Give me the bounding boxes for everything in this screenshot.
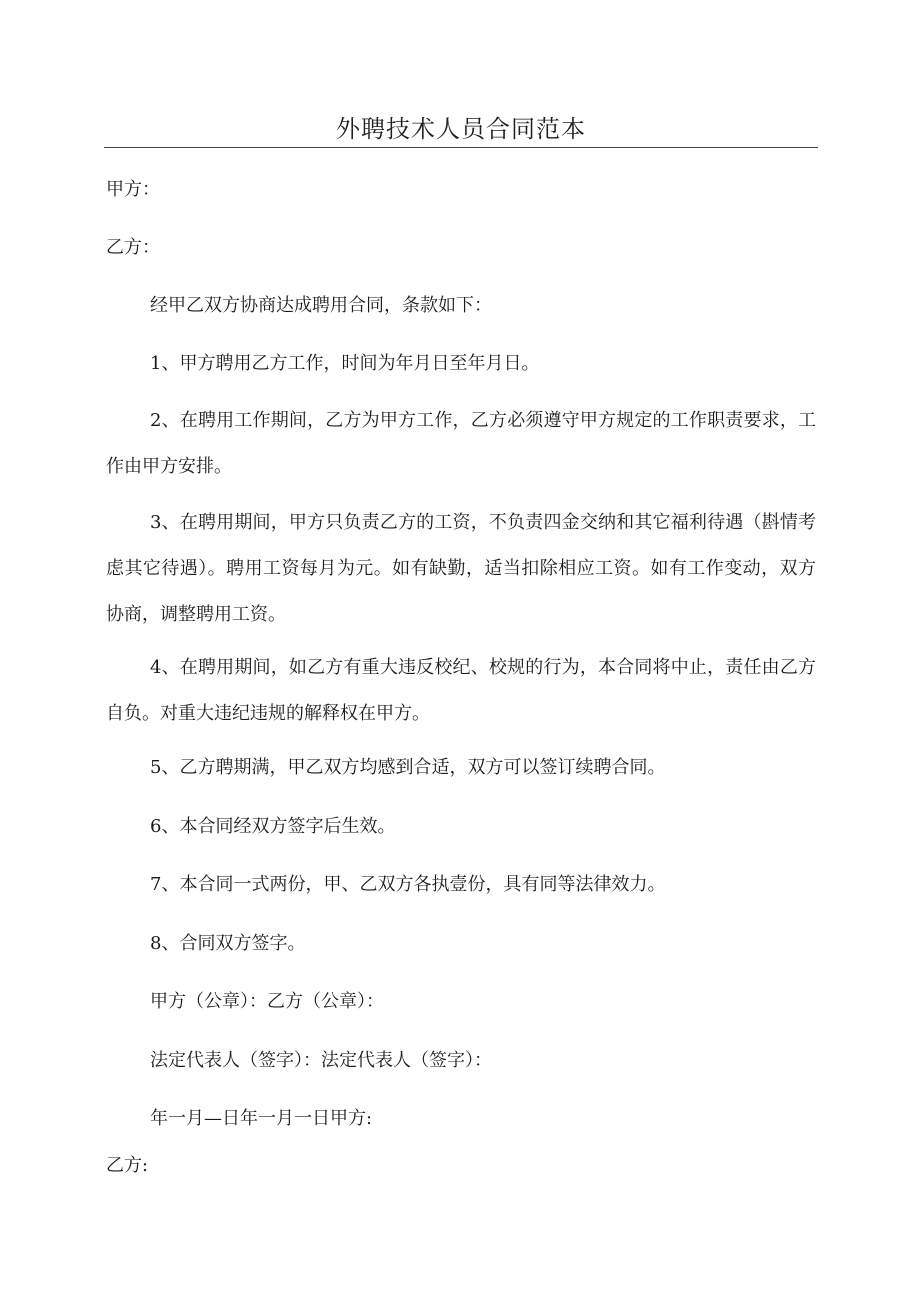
- representative-line: 法定代表人（签字）：法定代表人（签字）：: [150, 1050, 492, 1071]
- clause-1: 1、甲方聘用乙方工作，时间为年月日至年月日。: [150, 353, 540, 374]
- clause-7: 7、本合同一式两份，甲、乙双方各执壹份，具有同等法律效力。: [150, 874, 666, 895]
- clause-4: 4、在聘用期间，如乙方有重大违反校纪、校规的行为，本合同将中止，责任由乙方自负。对重大违纪违规的解释权在甲方。: [106, 657, 816, 724]
- clause-6: 6、本合同经双方签字后生效。: [150, 816, 396, 837]
- final-party-b-label: 乙方:: [106, 1155, 149, 1176]
- clause-5: 5、乙方聘期满，甲乙双方均感到合适，双方可以签订续聘合同。: [150, 757, 666, 778]
- clause-2: 2、在聘用工作期间，乙方为甲方工作，乙方必须遵守甲方规定的工作职责要求，工作由甲方安排。: [106, 410, 816, 477]
- date-line: 年一月—日年一月一日甲方:: [150, 1108, 373, 1129]
- clause-8: 8、合同双方签字。: [150, 933, 306, 954]
- document-title: 外聘技术人员合同范本: [336, 115, 586, 143]
- party-b-label: 乙方：: [106, 237, 160, 258]
- intro-text: 经甲乙双方协商达成聘用合同，条款如下：: [150, 295, 492, 316]
- party-a-label: 甲方：: [106, 179, 160, 200]
- title-underline: [104, 147, 818, 148]
- clause-3: 3、在聘用期间，甲方只负责乙方的工资，不负责四金交纳和其它福利待遇（斟情考虑其它待遇）。聘用工资每月为元。如有缺勤，适当扣除相应工资。如有工作变动，双方协商，调整聘用工资。: [106, 512, 816, 625]
- seal-line: 甲方（公章）：乙方（公章）：: [150, 991, 384, 1012]
